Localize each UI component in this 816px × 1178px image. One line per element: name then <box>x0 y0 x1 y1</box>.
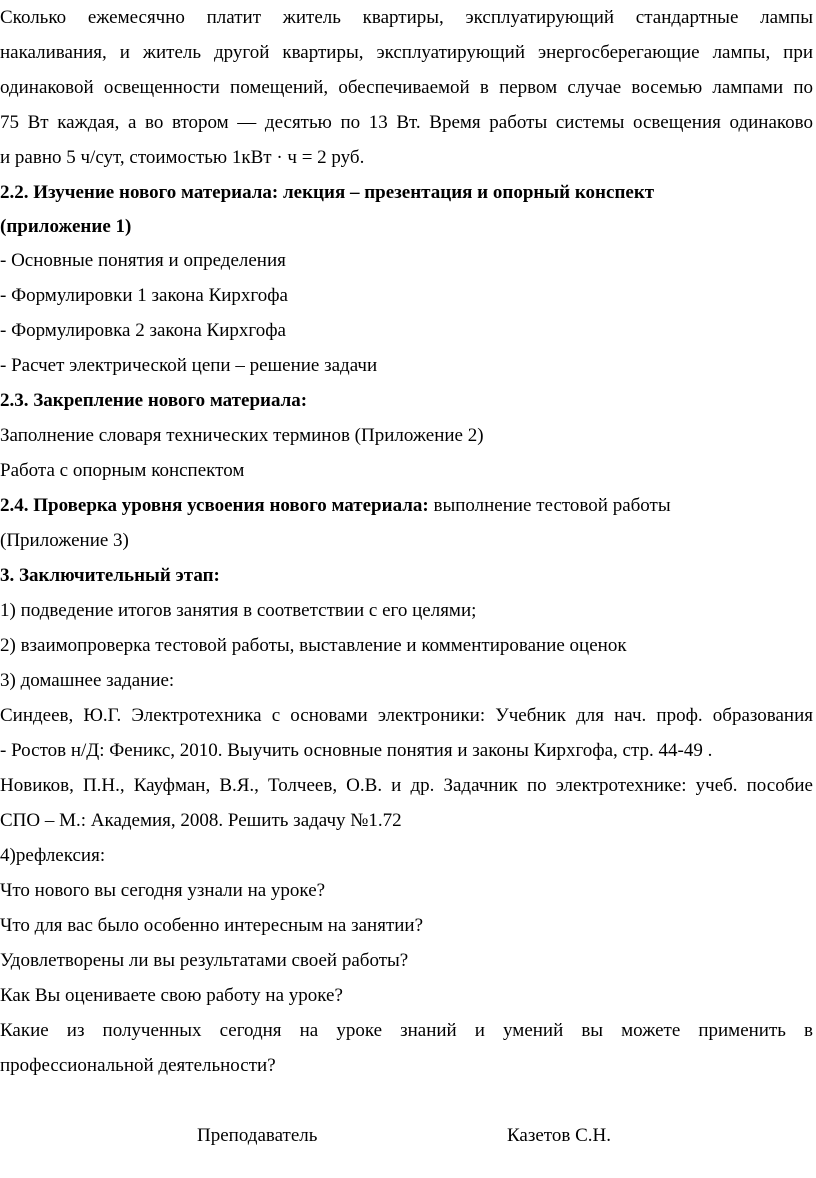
section-2-4-text: выполнение тестовой работы <box>428 495 671 516</box>
list-item-circuit-calc: - Расчет электрической цепи – решение задачи <box>0 355 378 376</box>
task-text-line-3: одинаковой освещенности помещений, обеспечиваемой в первом случае восемью лампами по <box>0 77 813 98</box>
reflection-question-1: Что нового вы сегодня узнали на уроке? <box>0 880 326 901</box>
signature-name: Казетов С.Н. <box>507 1125 611 1146</box>
section-2-2-heading-cont: (приложение 1) <box>0 216 132 237</box>
homework-ref-2-line-1: Новиков, П.Н., Кауфман, В.Я., Толчеев, О.В. и др. Задачник по электротехнике: учеб. пособие <box>0 775 813 796</box>
task-text-line-4: 75 Вт каждая, а во втором — десятью по 13 Вт. Время работы системы освещения одинаково <box>0 112 813 133</box>
section-2-4-heading: 2.4. Проверка уровня усвоения нового материала: <box>0 495 429 516</box>
outline-task: Работа с опорным конспектом <box>0 460 245 481</box>
task-text-line-5: и равно 5 ч/сут, стоимостью 1кВт · ч = 2 руб. <box>0 147 365 168</box>
list-item-kirchhoff-2: - Формулировка 2 закона Кирхгофа <box>0 320 286 341</box>
final-item-2: 2) взаимопроверка тестовой работы, выставление и комментирование оценок <box>0 635 627 656</box>
section-2-2-heading: 2.2. Изучение нового материала: лекция – презентация и опорный конспект <box>0 182 655 203</box>
reflection-question-5-line-1: Какие из полученных сегодня на уроке знаний и умений вы можете применить в <box>0 1020 813 1041</box>
glossary-task: Заполнение словаря технических терминов (Приложение 2) <box>0 425 484 446</box>
final-item-1: 1) подведение итогов занятия в соответствии с его целями; <box>0 600 477 621</box>
list-item-concepts: - Основные понятия и определения <box>0 250 286 271</box>
section-2-3-heading: 2.3. Закрепление нового материала: <box>0 390 308 411</box>
reflection-question-5-line-2: профессиональной деятельности? <box>0 1055 276 1076</box>
reflection-question-4: Как Вы оцениваете свою работу на уроке? <box>0 985 343 1006</box>
section-2-4-line <box>0 494 671 518</box>
homework-ref-2-line-2: СПО – М.: Академия, 2008. Решить задачу №1.72 <box>0 810 402 831</box>
signature-role: Преподаватель <box>197 1125 318 1146</box>
list-item-kirchhoff-1: - Формулировки 1 закона Кирхгофа <box>0 285 288 306</box>
final-item-3: 3) домашнее задание: <box>0 670 175 691</box>
task-text-line-1: Сколько ежемесячно платит житель квартиры, эксплуатирующий стандартные лампы <box>0 7 813 28</box>
homework-ref-1-line-1: Синдеев, Ю.Г. Электротехника с основами электроники: Учебник для нач. проф. образования <box>0 705 813 726</box>
appendix-3-ref: (Приложение 3) <box>0 530 129 551</box>
section-3-heading: 3. Заключительный этап: <box>0 565 220 586</box>
task-text-line-2: накаливания, и житель другой квартиры, эксплуатирующий энергосберегающие лампы, при <box>0 42 813 63</box>
reflection-question-3: Удовлетворены ли вы результатами своей работы? <box>0 950 409 971</box>
reflection-question-2: Что для вас было особенно интересным на занятии? <box>0 915 424 936</box>
reflection-heading: 4)рефлексия: <box>0 845 106 866</box>
homework-ref-1-line-2: - Ростов н/Д: Феникс, 2010. Выучить основные понятия и законы Кирхгофа, стр. 44-49 . <box>0 740 713 761</box>
